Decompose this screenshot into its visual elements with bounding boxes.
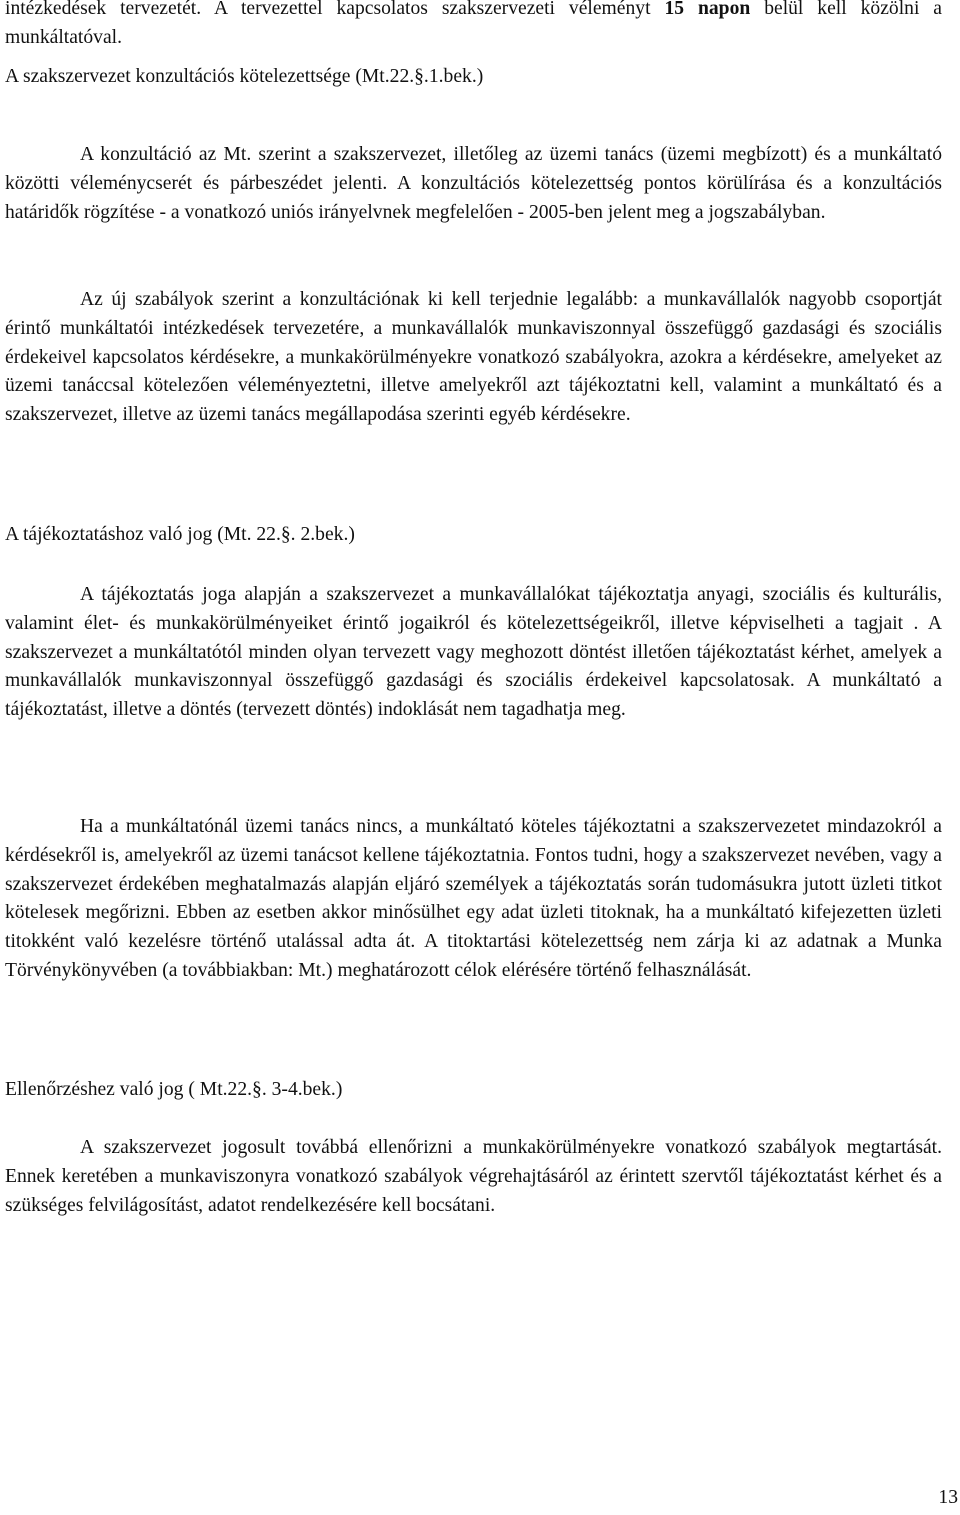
paragraph-tajekoztatas: A tájékoztatás joga alapján a szakszervezet a munkavállalókat tájékoztatja anyagi, szociális és kulturális, valamint élet- és munkakörülményeiket érintő jogaikról és kötelezettségeikről, illetve képviselheti a tagjait . A szakszervezet a munkáltatótól minden olyan tervezett vagy meghozott döntést illetően tájékoztatást kérhet, amelyek a munkavállalók munkaviszonnyal összefüggő gazdasági és szociális érdekeivel kapcsolatosak. A munkáltató a tájékoztatást, illetve a döntés (tervezett döntés) indoklását nem tagadhatja meg. [5, 584, 942, 721]
section-heading-tajekoztatas: A tájékoztatáshoz való jog (Mt. 22.§. 2.bek.) [5, 524, 355, 545]
paragraph-ellenorzes: A szakszervezet jogosult továbbá ellenőrizni a munkakörülményekre vonatkozó szabályok megtartását. Ennek keretében a munkaviszonyra vonatkozó szabályok végrehajtásáról az érintett szervtől tájékoztatást kérhet és a szükséges felvilágosítást, adatot rendelkezésére kell bocsátani. [5, 1137, 942, 1216]
paragraph-uj-szabalyok: Az új szabályok szerint a konzultációnak ki kell terjednie legalább: a munkavállalók nagyobb csoportját érintő munkáltatói intézkedések tervezetére, a munkavállalók munkaviszonnyal összefüggő gazdasági és szociális érdekeivel kapcsolatos kérdésekre, a munkakörülményekre vonatkozó szabályokra, azokra a kérdésekre, amelyeket az üzemi tanáccsal kötelezően véleményeztetni, illetve amelyekről azt tájékoztatni kell, valamint a munkáltató és a szakszervezet, illetve az üzemi tanács megállapodása szerinti egyéb kérdésekre. [5, 289, 942, 426]
paragraph-uzemi-tanacs: Ha a munkáltatónál üzemi tanács nincs, a munkáltató köteles tájékoztatni a szakszervezetet mindazokról a kérdésekről is, amelyekről az üzemi tanácsot kellene tájékoztatnia. Fontos tudni, hogy a szakszervezet nevében, vagy a szakszervezet érdekében meghatalmazás alapján eljáró személyek a tájékoztatás során tudomásukra jutott üzleti titkot kötelesek megőrizni. Ebben az esetben akkor minősülhet egy adat üzleti titoknak, ha a munkáltató kifejezetten üzleti titokként való kezelésre történő utalással adta át. A titoktartási kötelezettség nem zárja ki az adatnak a Munka Törvénykönyvében (a továbbiakban: Mt.) meghatározott célok elérésére történő felhasználását. [5, 816, 942, 981]
paragraph-continuation [5, 0, 942, 53]
page-number: 13 [938, 1487, 958, 1508]
section-heading-ellenorzes: Ellenőrzéshez való jog ( Mt.22.§. 3-4.bek.) [5, 1079, 343, 1100]
paragraph-konzultacio: A konzultáció az Mt. szerint a szakszervezet, illetőleg az üzemi tanács (üzemi megbízott) és a munkáltató közötti véleménycserét és párbeszédet jelenti. A konzultációs kötelezettség pontos körülírása és a konzultációs határidők rögzítése - a vonatkozó uniós irányelvnek megfelelően - 2005-ben jelent meg a jogszabályban. [5, 144, 942, 223]
section-heading-konzultacio: A szakszervezet konzultációs kötelezettsége (Mt.22.§.1.bek.) [5, 66, 484, 87]
deadline-bold: 15 napon [664, 0, 751, 19]
paragraph-text: belül kell közölni a munkáltatóval. [5, 0, 943, 48]
paragraph-text: intézkedések tervezetét. A tervezettel kapcsolatos szakszervezeti véleményt [5, 0, 665, 19]
